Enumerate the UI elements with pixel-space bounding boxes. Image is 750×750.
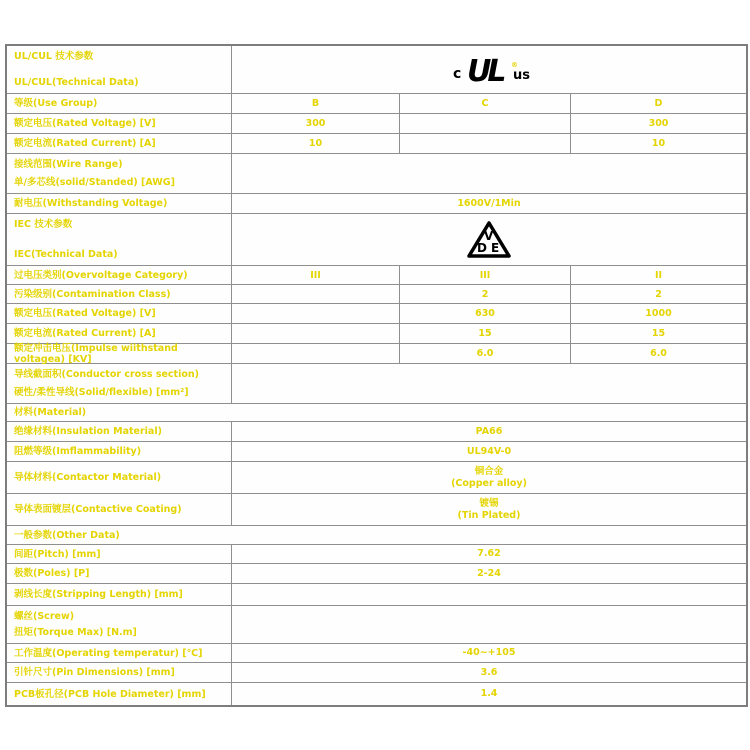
use-group-value-d: D xyxy=(654,98,663,109)
label-line: 材料(Material) xyxy=(14,407,87,418)
table-row-other-data-section xyxy=(7,526,746,545)
table-row-poles xyxy=(7,564,746,584)
table-row-overvoltage-category xyxy=(7,266,746,285)
label-line: IEC 技术参数 xyxy=(14,219,73,230)
iec-header-value xyxy=(232,214,746,265)
conductor-cross-section-value xyxy=(232,364,746,403)
label-line: 导线截面积(Conductor cross section) xyxy=(14,369,199,380)
label-line: 污染级别(Contamination Class) xyxy=(14,288,171,300)
table-row-flammability xyxy=(7,442,746,462)
label-line: 绝缘材料(Insulation Material) xyxy=(14,426,162,437)
table-row-pcb-hole-diameter xyxy=(7,683,746,705)
svg-text:us: us xyxy=(513,67,530,83)
pin-dimensions-value xyxy=(232,663,746,682)
label-line: 额定电流(Rated Current) [A] xyxy=(14,328,156,339)
label-line: 过电压类别(Overvoltage Category) xyxy=(14,269,188,281)
svg-text:UL: UL xyxy=(467,53,503,88)
label-line: 额定电压(Rated Voltage) [V] xyxy=(14,308,156,319)
wire-range-value xyxy=(232,154,746,193)
operating-temperature-value xyxy=(232,644,746,662)
table-row-iec-header xyxy=(7,214,746,266)
label-line: 间距(Pitch) [mm] xyxy=(14,548,101,560)
ul-rated-voltage-value-c xyxy=(400,114,571,133)
label-line: 接线范围(Wire Range) xyxy=(14,159,123,170)
ul-rated-current-value-d: 10 xyxy=(651,138,666,149)
impulse-voltage-value-c: 6.0 xyxy=(400,344,571,363)
table-row-screw-torque xyxy=(7,606,746,644)
label-line: IEC(Technical Data) xyxy=(14,249,118,260)
pin-dimensions-label xyxy=(7,663,232,682)
value-line: 镀锡 xyxy=(479,497,499,509)
value-line: 1600V/1Min xyxy=(457,197,521,209)
ul-cul-header-label xyxy=(7,46,232,93)
impulse-voltage-value-d: 6.0 xyxy=(650,348,667,359)
ul-rated-voltage-value-d: 300 xyxy=(648,118,669,129)
iec-rated-current-label xyxy=(7,324,232,343)
iec-rated-voltage-label xyxy=(7,304,232,323)
contamination-class-label xyxy=(7,285,232,303)
label-line: 导体表面镀层(Contactive Coating) xyxy=(14,504,182,515)
table-row-ul-rated-current xyxy=(7,134,746,154)
label-line: 硬性/柔性导线(Solid/flexible) [mm²] xyxy=(14,387,189,398)
conductor-cross-section-label xyxy=(7,364,232,403)
label-line: 额定电压(Rated Voltage) [V] xyxy=(14,118,156,129)
overvoltage-category-label xyxy=(7,266,232,284)
contactor-material-value xyxy=(232,462,746,493)
impulse-voltage-value-b xyxy=(232,344,400,363)
svg-text:c: c xyxy=(453,65,462,82)
screw-torque-value xyxy=(232,606,746,643)
table-row-iec-rated-voltage xyxy=(7,304,746,324)
iec-rated-voltage-value-b xyxy=(232,304,400,323)
label-line: 等级(Use Group) xyxy=(14,98,98,109)
use-group-value-b: B xyxy=(232,94,400,113)
ul-rated-current-value-b: 10 xyxy=(232,134,400,153)
cULus-certification-icon xyxy=(441,52,537,88)
table-row-iec-rated-current xyxy=(7,324,746,344)
svg-text:D: D xyxy=(477,240,487,255)
pcb-hole-diameter-label xyxy=(7,683,232,705)
value-line: 铜合金 xyxy=(474,465,504,477)
withstanding-voltage-label xyxy=(7,194,232,213)
label-line: 额定电流(Rated Current) [A] xyxy=(14,138,156,149)
iec-header-label xyxy=(7,214,232,265)
value-line: 7.62 xyxy=(477,548,501,559)
wire-range-label xyxy=(7,154,232,193)
label-line: 单/多芯线(solid/Standed) [AWG] xyxy=(14,177,175,188)
label-line: UL/CUL 技术参数 xyxy=(14,51,94,62)
ul-rated-current-value-c xyxy=(400,134,571,153)
pitch-value xyxy=(232,545,746,563)
value-line: -40~+105 xyxy=(462,647,516,658)
stripping-length-value xyxy=(232,584,746,605)
insulation-material-label xyxy=(7,422,232,441)
label-line: 扭矩(Torque Max) [N.m] xyxy=(14,627,137,638)
ul-rated-voltage-value-b: 300 xyxy=(232,114,400,133)
table-row-pitch xyxy=(7,545,746,564)
label-line: UL/CUL(Technical Data) xyxy=(14,77,139,88)
table-row-impulse-voltage xyxy=(7,344,746,364)
poles-label xyxy=(7,564,232,583)
contactor-material-label xyxy=(7,462,232,493)
iec-rated-voltage-value-c: 630 xyxy=(400,304,571,323)
ul-cul-header-value xyxy=(232,46,746,93)
vde-triangle-icon xyxy=(465,219,513,261)
overvoltage-category-value-d: II xyxy=(654,269,663,281)
label-line: 一般参数(Other Data) xyxy=(14,529,120,541)
insulation-material-value xyxy=(232,422,746,441)
value-line: (Copper alloy) xyxy=(451,477,527,489)
use-group-value-c: C xyxy=(400,94,571,113)
flammability-value xyxy=(232,442,746,461)
table-row-contactive-coating xyxy=(7,494,746,526)
table-row-stripping-length xyxy=(7,584,746,606)
table-row-ul-cul-header xyxy=(7,46,746,94)
use-group-label xyxy=(7,94,232,113)
contamination-class-value-d: 2 xyxy=(655,288,662,300)
svg-text:®: ® xyxy=(511,60,518,69)
other-data-section-label xyxy=(7,526,746,544)
value-line: UL94V-0 xyxy=(466,445,512,457)
label-line: 剥线长度(Stripping Length) [mm] xyxy=(14,589,183,600)
label-line: 引针尺寸(Pin Dimensions) [mm] xyxy=(14,667,175,678)
label-line: 螺丝(Screw) xyxy=(14,611,75,622)
iec-rated-current-value-d: 15 xyxy=(651,328,666,339)
screw-torque-label xyxy=(7,606,232,643)
poles-value xyxy=(232,564,746,583)
table-row-ul-rated-voltage xyxy=(7,114,746,134)
overvoltage-category-value-b: III xyxy=(232,266,400,284)
flammability-label xyxy=(7,442,232,461)
pcb-hole-diameter-value xyxy=(232,683,746,705)
table-row-insulation-material xyxy=(7,422,746,442)
operating-temperature-label xyxy=(7,644,232,662)
iec-rated-voltage-value-d: 1000 xyxy=(645,308,672,319)
iec-rated-current-value-c: 15 xyxy=(400,324,571,343)
contactive-coating-label xyxy=(7,494,232,525)
svg-text:E: E xyxy=(491,240,500,255)
table-row-conductor-cross-section xyxy=(7,364,746,404)
table-row-contamination-class xyxy=(7,285,746,304)
label-line: 阻燃等级(Imflammability) xyxy=(14,446,142,457)
table-row-use-group xyxy=(7,94,746,114)
contamination-class-value-b xyxy=(232,285,400,303)
spec-table xyxy=(5,44,748,707)
ul-rated-voltage-label xyxy=(7,114,232,133)
label-line: 极数(Poles) [P] xyxy=(14,568,90,579)
value-line: 3.6 xyxy=(480,666,498,678)
value-line: (Tin Plated) xyxy=(457,509,521,521)
stripping-length-label xyxy=(7,584,232,605)
ul-rated-current-label xyxy=(7,134,232,153)
table-row-wire-range xyxy=(7,154,746,194)
contamination-class-value-c: 2 xyxy=(400,285,571,303)
value-line: PA66 xyxy=(475,425,503,437)
label-line: PCB板孔径(PCB Hole Diameter) [mm] xyxy=(14,688,206,700)
label-line: 工作温度(Operating temperatur) [℃] xyxy=(14,647,203,659)
svg-text:V: V xyxy=(484,228,494,243)
value-line: 2-24 xyxy=(477,567,501,579)
withstanding-voltage-value xyxy=(232,194,746,213)
pitch-label xyxy=(7,545,232,563)
iec-rated-current-value-b xyxy=(232,324,400,343)
label-line: 导体材料(Contactor Material) xyxy=(14,472,162,483)
table-row-contactor-material xyxy=(7,462,746,494)
table-row-operating-temperature xyxy=(7,644,746,663)
overvoltage-category-value-c: III xyxy=(400,266,571,284)
table-row-pin-dimensions xyxy=(7,663,746,683)
contactive-coating-value xyxy=(232,494,746,525)
table-row-withstanding-voltage xyxy=(7,194,746,214)
table-row-material-section xyxy=(7,404,746,422)
label-line: 额定冲击电压(Impulse wiithstand voltagea) [KV] xyxy=(14,342,178,365)
material-section-label xyxy=(7,404,746,421)
value-line: 1.4 xyxy=(480,688,498,699)
label-line: 耐电压(Withstanding Voltage) xyxy=(14,198,168,209)
impulse-voltage-label xyxy=(7,344,232,363)
